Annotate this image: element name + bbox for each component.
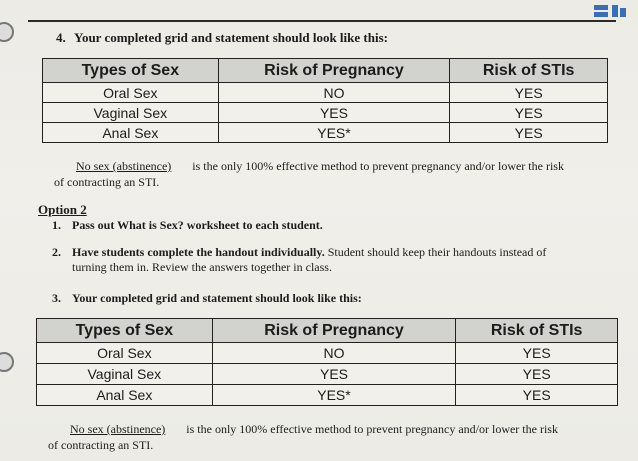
statement-line: is the only 100% effective method to prevent pregnancy and/or lower the risk (186, 422, 558, 436)
heading-number: 4. (56, 30, 66, 45)
step-number: 1. (52, 218, 61, 232)
step-bold-text: Pass out What is Sex? worksheet to each student. (72, 218, 323, 232)
table-cell: YES* (218, 123, 450, 143)
table-cell: YES (212, 364, 456, 385)
step-continuation: turning them in. Review the answers together in class. (72, 260, 332, 274)
step-number: 2. (52, 245, 61, 259)
table-cell: YES (456, 364, 618, 385)
column-header: Risk of STIs (456, 319, 618, 343)
table-row (37, 385, 618, 406)
table-cell: Vaginal Sex (37, 364, 213, 385)
statement-line: of contracting an STI. (48, 438, 154, 452)
table-cell: YES (450, 123, 608, 143)
table-row (37, 343, 618, 364)
statement-blank-answer: No sex (abstinence) (76, 159, 172, 173)
table-row (43, 123, 608, 143)
table-cell: YES (450, 83, 608, 103)
column-header: Risk of Pregnancy (212, 319, 456, 343)
table-header-row (43, 59, 608, 83)
step-text: Student should keep their handouts instead of (324, 245, 547, 259)
column-header: Types of Sex (37, 319, 213, 343)
statement-blank-answer: No sex (abstinence) (70, 422, 166, 436)
table-cell: Anal Sex (43, 123, 219, 143)
table-cell: NO (218, 83, 450, 103)
column-header: Risk of Pregnancy (218, 59, 450, 83)
table-cell: Oral Sex (37, 343, 213, 364)
instruction-step (52, 245, 546, 275)
table-row (43, 103, 608, 123)
section-heading (56, 30, 388, 46)
step-number: 3. (52, 291, 61, 305)
instruction-step (52, 291, 362, 306)
instruction-step (52, 218, 323, 233)
header-rule (28, 20, 616, 22)
table-cell: YES (218, 103, 450, 123)
publisher-logo-icon (592, 4, 628, 20)
abstinence-statement (48, 421, 558, 453)
step-bold-text: Have students complete the handout individually. (72, 245, 325, 259)
abstinence-statement (54, 158, 564, 190)
table-cell: YES (450, 103, 608, 123)
statement-line: of contracting an STI. (54, 175, 160, 189)
table-cell: Vaginal Sex (43, 103, 219, 123)
column-header: Types of Sex (43, 59, 219, 83)
risk-grid-table (36, 318, 618, 406)
statement-line: is the only 100% effective method to prevent pregnancy and/or lower the risk (192, 159, 564, 173)
table-cell: NO (212, 343, 456, 364)
table-cell: YES* (212, 385, 456, 406)
step-bold-text: Your completed grid and statement should look like this: (72, 291, 362, 305)
table-header-row (37, 319, 618, 343)
option-title: Option 2 (38, 202, 87, 217)
table-cell: Oral Sex (43, 83, 219, 103)
heading-text: Your completed grid and statement should look like this: (74, 30, 388, 45)
risk-grid-table (42, 58, 608, 143)
table-row (43, 83, 608, 103)
table-cell: YES (456, 343, 618, 364)
table-cell: Anal Sex (37, 385, 213, 406)
binder-ring-icon (0, 352, 14, 372)
binder-ring-icon (0, 22, 14, 42)
table-cell: YES (456, 385, 618, 406)
table-row (37, 364, 618, 385)
column-header: Risk of STIs (450, 59, 608, 83)
